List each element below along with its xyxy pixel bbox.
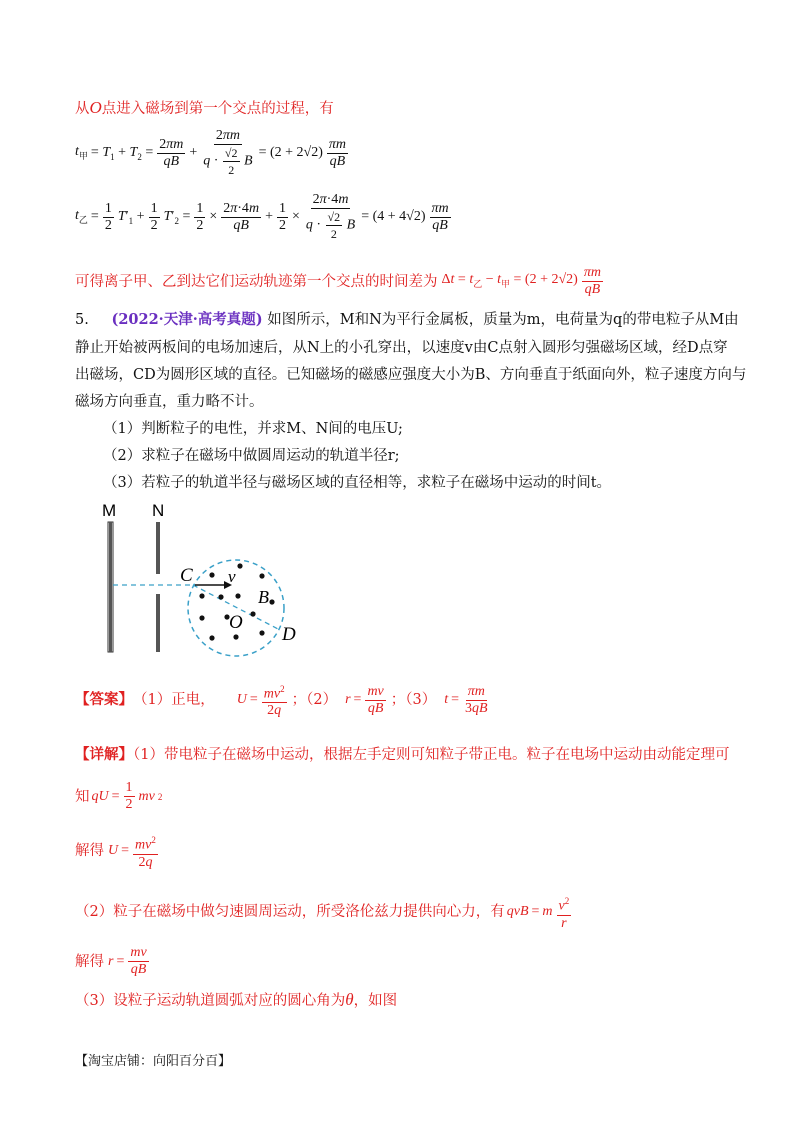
magnetic-field-circle [188,560,284,656]
answer-label: 【答案】 [75,691,133,708]
label-c: C [180,565,193,586]
plate-n-lower [156,594,160,652]
detail-line-1 [75,745,729,765]
label-m: M [102,501,117,520]
equation-t-yi: $t_乙$ = $\frac{1}{2}$ $T'_1$ + $\frac{1}{2}$ $T'_2$ = $\frac{1}{2}$ × $\frac{2\pi\cdot 4m}{qB}$ + $\frac{1}{2}$ × 2π·4m q · $\frac{√2}{2}$ B = (4 + 4√2) $\frac{\pi m}{qB}$ [75,192,449,241]
answer-part-1: （1）正电， [133,692,215,708]
answer-voltage: U = $\frac{mv^2}{2q}$ [237,681,288,720]
lorentz-equation: qvB = m $\frac{v^2}{r}$ [507,893,573,932]
detail-line-2 [75,780,162,813]
intro-line [75,98,334,119]
label-v: v [228,567,236,586]
equation-t-jia: $t_甲$ = $T_1 + T_2$ = $\frac{2\pi m}{qB}$ + 2πm q · $\frac{√2}{2}$ B = (2 + 2√2) $\frac{\pi m}{qB}$ [75,128,347,177]
question-5-line1 [75,310,739,330]
footer-store: 【淘宝店铺：向阳百分百】 [75,1054,232,1069]
label-n: N [152,501,165,520]
question-number: 5. [75,312,89,328]
time-difference-formula: $\Delta t = t_乙 - t_甲 = (2 + 2√2)$ $\frac{\pi m}{qB}$ [441,265,601,297]
time-difference-text: 可得离子甲、乙到达它们运动轨迹第一个交点的时间差为 [75,273,438,290]
energy-equation: qU = $\frac{1}{2}$ mv 2 [91,780,163,812]
radius-result: r = $\frac{mv}{qB}$ [108,945,147,977]
solve-label-1: 解得 [75,843,104,860]
answer-time: t = $\frac{\pi m}{3qB}$ [444,683,488,716]
detail-solve-2 [75,945,150,978]
sub-question-1: （1）判断粒子的电性，并求M、N间的电压U; [103,421,403,437]
voltage-result: U = $\frac{mv^2}{2q}$ [108,832,159,871]
question-text-3: 出磁场，CD为圆形区域的直径。已知磁场的磁感应强度大小为B、方向垂直于纸面向外，粒子速度方向与 [75,367,747,383]
label-o: O [229,612,243,633]
theta-symbol: θ [345,990,354,1009]
detail-text-2: 知 [75,788,90,805]
detail-text-4b: ，如图 [353,993,398,1009]
answer-line [75,682,491,718]
question-text-1: 如图所示，M和N为平行金属板，质量为m，电荷量为q的带电粒子从M由 [267,312,739,328]
sub-question-3: （3）若粒子的轨道半径与磁场区域的直径相等，求粒子在磁场中运动的时间t。 [103,475,612,491]
question-source-tag: (2022·天津·高考真题) [111,311,263,328]
detail-line-3 [75,893,572,932]
plate-m-fill [109,522,112,652]
plate-n-upper [156,522,160,574]
sub-question-2: （2）求粒子在磁场中做圆周运动的轨道半径r; [103,448,400,464]
detail-text-3: （2）粒子在磁场中做匀速圆周运动，所受洛伦兹力提供向心力，有 [75,904,505,921]
intro-mid: 点进入磁场到第一个交点的过程，有 [101,101,334,117]
o-symbol: O [89,98,102,117]
intro-pre: 从 [75,101,90,117]
detail-line-4 [75,990,397,1011]
detail-text-1: （1）带电粒子在磁场中运动，根据左手定则可知粒子带正电。粒子在电场中运动由动能定理可 [133,747,730,763]
detail-label: 【详解】 [75,746,133,763]
question-text-4: 磁场方向垂直，重力略不计。 [75,394,264,410]
label-d: D [282,624,296,645]
physics-figure [90,500,330,670]
solve-label-2: 解得 [75,953,104,970]
time-difference-line [75,265,604,298]
detail-text-4a: （3）设粒子运动轨道圆弧对应的圆心角为 [75,993,346,1009]
question-text-2: 静止开始被两板间的电场加速后，从N上的小孔穿出，以速度v由C点射入圆形匀强磁场区域，经D点穿 [75,340,728,356]
answer-part-3: ；（3） [390,692,437,708]
answer-radius: r = $\frac{mv}{qB}$ [345,683,384,716]
label-b: B [258,587,269,607]
detail-solve-1 [75,832,159,871]
answer-part-2: ；（2） [291,692,338,708]
